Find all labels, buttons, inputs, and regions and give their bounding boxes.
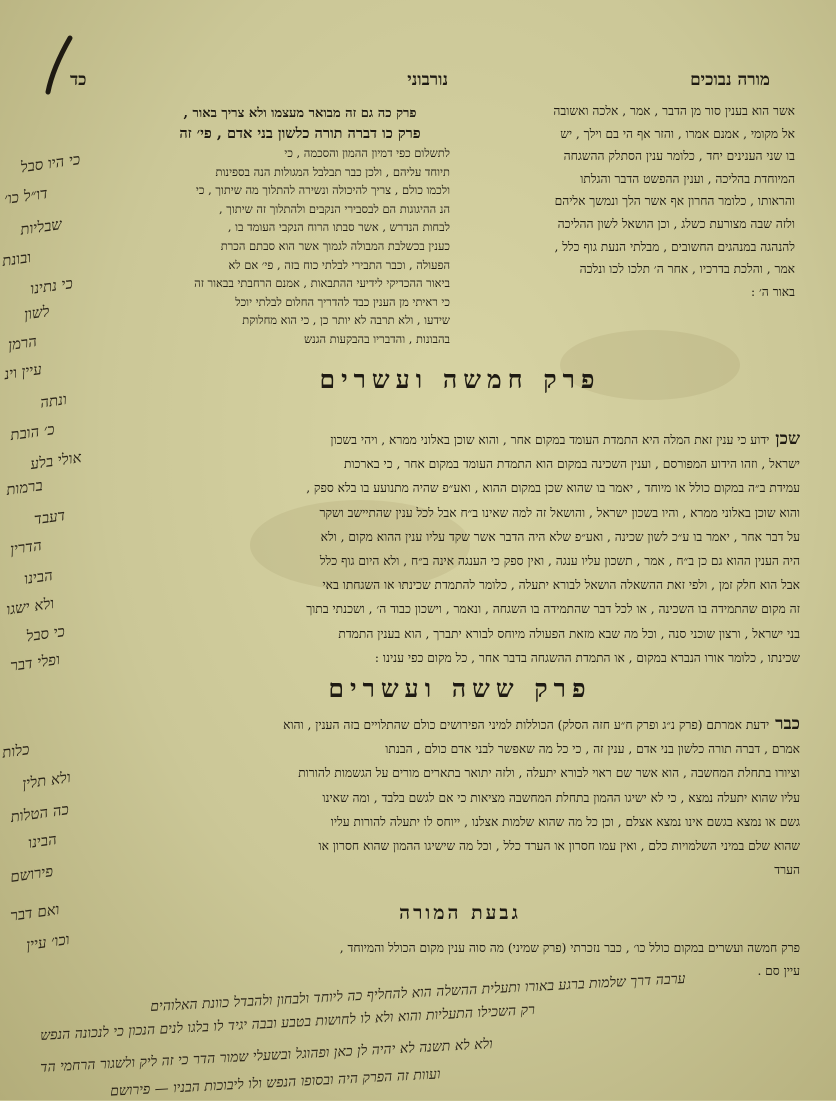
text-line bbox=[150, 937, 800, 960]
margin-handwriting: כה הטלות bbox=[9, 800, 70, 827]
text-line: אל מקומי , אמנם אמרו , והזר אף הי בם וילך , יש bbox=[560, 126, 795, 141]
right-column-text bbox=[455, 100, 795, 303]
chapter-26-text bbox=[150, 712, 800, 882]
margin-handwriting: הדרין bbox=[8, 536, 43, 559]
line-text: עמידת ב״ה במקום כולל או מיוחד , יאמר בו שהוא שכן במקום ההוא , ואע״פ שהיה מתנועע בו בלא ספק , bbox=[306, 481, 800, 496]
margin-handwriting: וכו׳ עיין bbox=[25, 930, 71, 954]
line-text: אמרם , דברה תורה כלשון בני אדם , ענין זה , כי כל מה שאפשר לבני אדם כולם , הבנתו bbox=[385, 742, 800, 757]
margin-handwriting: ואם דבר bbox=[9, 900, 61, 925]
line-text: הערד bbox=[774, 863, 800, 878]
line-text: שהוא שלם במיני השלמויות כלם , ואין עמו חסרון או הערד כלל , וכל מה שישיגו ההמון שהוא חסרון או bbox=[318, 839, 800, 854]
line-text: זה מקום שהתמידה בו השכינה , או לכל דבר שהתמידה בו השגחה , ונאמר , וישכון כבוד ה׳ , ושכנתי בתוך bbox=[306, 602, 800, 617]
margin-handwriting: כלות bbox=[0, 740, 31, 762]
text-line: להנהגה במנהגים החשובים , מבלתי הנעת גוף כלל , bbox=[554, 239, 795, 254]
text-line: המיוחדת בהליכה , וענין ההפשט הדבר והגלתו bbox=[580, 171, 795, 186]
givat-hamoreh-text bbox=[150, 937, 800, 983]
margin-handwriting: הבינו bbox=[26, 830, 58, 852]
commentary-line: לתשלום כפי דמיון ההמון והסכמה , כי bbox=[284, 146, 450, 160]
commentary-line: ולכמו כולם , צריך להיכולה ונשירה להתלוך מה שיתוך , כי bbox=[195, 183, 450, 198]
commentary-line: לבחות הנדרש , אשר סבתו הרוח הנקבי העומד בו , bbox=[227, 220, 450, 235]
chapter-25-heading: פרק חמשה ועשרים bbox=[319, 365, 601, 394]
line-text: פרק חמשה ועשרים במקום כולל כו׳ , כבר נזכרתי (פרק שמיני) מה סוה ענין מקום הכולל והמיוחד , bbox=[339, 941, 800, 955]
margin-handwriting: הבינו bbox=[22, 566, 54, 588]
margin-handwriting: דעבד bbox=[32, 506, 67, 529]
text-line: אשר הוא בענין סור מן הדבר , אמר , אלכה ואשובה bbox=[553, 104, 795, 118]
text-line bbox=[150, 549, 800, 573]
text-line bbox=[150, 597, 800, 621]
commentary-line: כי ראיתי מן הענין כבד להדריך החלום לבלתי יוכל bbox=[235, 294, 450, 309]
line-text: היה הענין ההוא גם כן ב״ח , אמר , תשכון עליו ענגה , ואין ספק כי הענגה אינה ב״ח , ולא היום גוף כלל bbox=[319, 554, 800, 569]
text-line bbox=[150, 712, 800, 737]
text-line bbox=[150, 622, 800, 646]
text-line bbox=[150, 525, 800, 549]
commentary-line: הפעולה , וכבר התבירי לבלתי כוח בזה , פי׳ אם לא bbox=[228, 257, 450, 272]
text-line bbox=[150, 646, 800, 670]
text-line bbox=[150, 476, 800, 500]
text-line: אמר , והלכת בדרכיו , אחר ה׳ תלכו לכו ונלכה bbox=[579, 262, 795, 277]
margin-handwriting: אולי בלע bbox=[29, 448, 83, 474]
chapter-26-note-heading: פרק כו דברה תורה כלשון בני אדם , פי׳ זה bbox=[179, 125, 421, 142]
line-text: גשם או נמצא בגשם אינו נמצא אצלם , וכן כל מה שהוא שלמות אצלנו , ייוחס לו יתעלה להורות עליו bbox=[330, 814, 800, 829]
margin-handwriting: ולא ישגו bbox=[5, 594, 56, 619]
margin-handwriting: ונתה bbox=[38, 390, 68, 412]
margin-handwriting: כ׳ הובת bbox=[9, 420, 56, 445]
text-line bbox=[150, 786, 800, 810]
running-header bbox=[70, 70, 770, 96]
text-line bbox=[150, 737, 800, 761]
margin-handwriting: ברמות bbox=[5, 476, 44, 499]
bottom-handwriting: ערבה דרך שלמות ברגע באורו ותעלית ההשלה הוא להחליף כה ליוחד ולבחון ולהבדל כוונת האלוהים bbox=[149, 970, 686, 1016]
text-line: בו שני הענינים יחד , כלומר ענין הסתלק ההשגחה bbox=[563, 149, 795, 164]
text-line bbox=[150, 573, 800, 597]
margin-handwriting: כי סבל bbox=[25, 622, 66, 646]
left-column-lines bbox=[150, 144, 450, 349]
givat-hamoreh-heading: גבעת המורה bbox=[399, 902, 521, 924]
text-line: והראותו , כלומר החרון אף אשר הלך ונמשך אליהם bbox=[554, 194, 795, 209]
text-line bbox=[150, 452, 800, 476]
header-page-number: כד bbox=[70, 70, 87, 90]
line-text: וציורו בתחלת המחשבה , הוא אשר שם ראוי לבורא יתעלה , ולזה יתואר בתארים מורים על הגשמות להורות bbox=[298, 766, 800, 781]
bottom-handwriting: רק השכילו התעליות והוא ולא לו לחושות בטבע ובבה יגיד לו בלגו לנים הנכון כי לנכונה הנפש bbox=[39, 1002, 536, 1044]
margin-handwriting: פירושם bbox=[9, 862, 55, 886]
margin-handwriting: דו״ל כו׳ bbox=[3, 184, 49, 208]
line-text: אבל הוא חלק זמן , ולפי זאת ההשאלה הושאל לבורא יתעלה , כלומר להתמדת שכינתו או השגחתו באי bbox=[322, 578, 800, 593]
margin-handwriting: עיין וינ bbox=[3, 360, 43, 384]
margin-handwriting: ובונת bbox=[0, 248, 33, 270]
commentary-line: ביאור ההכדיקי לידיעי ההתבאות , אמנם הרחבתי בבאור זה bbox=[194, 276, 450, 291]
line-text: ישראל , וזהו הידוע המפורסם , וענין השכינה במקום הוא התמדת העומד במקום אחר , כי בארכות bbox=[343, 457, 800, 472]
text-line bbox=[150, 501, 800, 525]
left-column-commentary bbox=[150, 104, 450, 349]
lead-word: כבר bbox=[769, 714, 800, 734]
line-text: והוא שוכן באלוני ממרא , והיו בשכון ישראל , והושאל זה למה שאינו ב״ח אבל לכל ענין שהתיישב ושקר bbox=[319, 505, 800, 520]
chapter-25-note: פרק כה גם זה מבואר מעצמו ולא צריך באור , bbox=[183, 106, 417, 121]
line-text: עיין סם . bbox=[757, 964, 800, 978]
line-text: שכינתו , כלומר אורו הנברא במקום , או התמדת ההשגחה בדבר אחר , כל מקום כפי ענינו : bbox=[374, 650, 800, 665]
bottom-handwriting: ולא לא תשנה לא יהיה לן כאן ופהוגל ובשעלי שמור הדר כי זה ליק ולשגור הרחמי הד bbox=[39, 1036, 494, 1076]
commentary-line: הנ ההיגוגות הם לבסבירי הנקבים ולהתלוך זה שיתוך , bbox=[219, 201, 450, 216]
commentary-line: כענין בכשלבת המבולה לגמוך אשר הוא סבתם הכרת bbox=[220, 238, 450, 253]
text-line bbox=[150, 960, 800, 983]
commentary-line: תיוחד עליהם , ולכן כבר תבלבל המגולות הנה בספינות bbox=[215, 164, 450, 179]
commentary-line: בהבונות , והדבריו בהבקעות הגנש bbox=[303, 331, 450, 346]
bottom-handwriting: ועוות זה הפרק היה ובסופו הנפש ולו ליבוכות הבניו — פירושם bbox=[109, 1066, 441, 1100]
header-author: נורבוני bbox=[407, 70, 448, 90]
commentary-line: שידעו , ולא תרבה לא יותר כן , כי הוא מחלוקת bbox=[242, 313, 450, 328]
text-line: באור ה׳ : bbox=[751, 284, 795, 299]
line-text: בני ישראל , ורצון שוכני סנה , וכל מה שבא מזאת הפעולה מיוחס לבורא יתברך , הוא בענין התמדת bbox=[338, 626, 800, 641]
line-text: ידעת אמרתם (פרק נ״ג ופרק ח״ע חזה הסלק) הכוללות למיני הפירושים כולם שהתלויים בזה הענין , והוא bbox=[283, 718, 770, 732]
text-line bbox=[150, 810, 800, 834]
text-line bbox=[150, 761, 800, 785]
margin-handwriting: ופלי דבר bbox=[9, 650, 61, 675]
chapter-26-heading: פרק ששה ועשרים bbox=[328, 674, 592, 703]
margin-handwriting: ולא תלין bbox=[21, 768, 72, 793]
header-book-title: מורה נבוכים bbox=[690, 70, 770, 90]
line-text: על דבר אחר , יאמר בו ע״כ לשון שכינה , ואע״פ שלא היה הדבר אשר שקד עליו ענין ההוא מקום , ולא bbox=[320, 529, 800, 544]
margin-handwriting: הרמן bbox=[6, 332, 39, 354]
chapter-25-text bbox=[150, 427, 800, 670]
line-text: ידוע כי ענין זאת המלה היא התמדת העומד במקום אחר , והוא שוכן באלוני ממרא , ויהי בשכון bbox=[330, 433, 770, 447]
lead-word: שכן bbox=[769, 429, 800, 449]
line-text: עליו שהוא יתעלה נמצא , כי לא ישיגו ההמון בתחלת המחשבה מציאות כי אם לגשם בלבד , ומה שאינו bbox=[322, 790, 800, 805]
text-line bbox=[150, 834, 800, 858]
margin-handwriting: כי נתינו bbox=[29, 274, 74, 298]
text-line bbox=[150, 858, 800, 882]
text-line: ולזה שבה מצורעת כשלג , וכן הושאל לשון ההליכה bbox=[557, 216, 795, 231]
margin-handwriting: שבליות bbox=[19, 215, 63, 239]
text-line bbox=[150, 427, 800, 452]
margin-handwriting: כי היו סבל bbox=[19, 150, 82, 177]
margin-handwriting: לשון bbox=[22, 302, 51, 324]
